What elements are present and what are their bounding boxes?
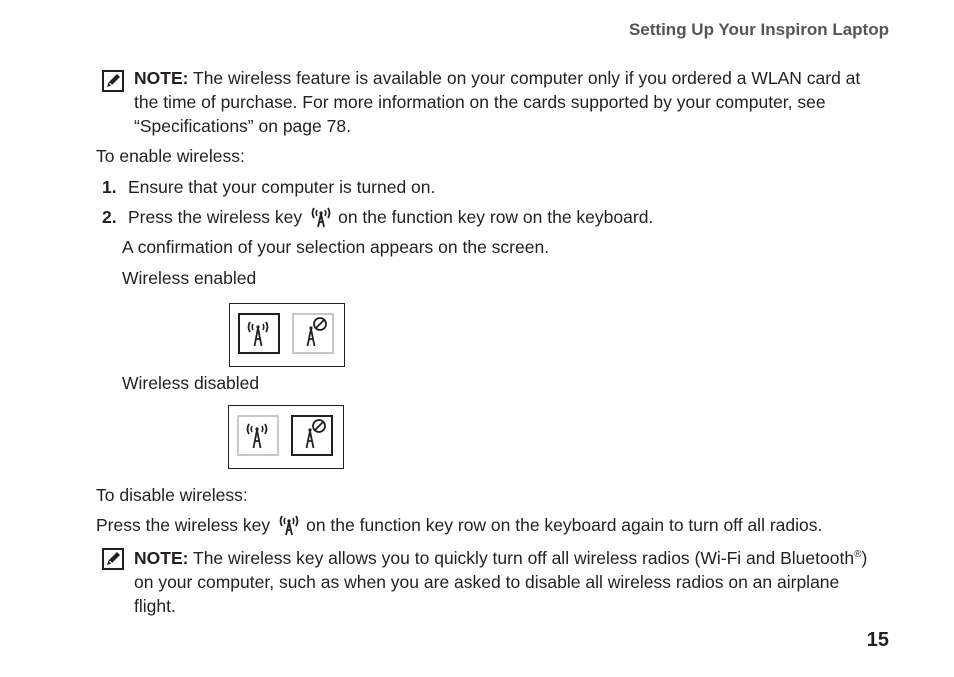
step-text-after: on the function key row on the keyboard. [338, 207, 654, 227]
note-body-before: The wireless key allows you to quickly turn off all wireless radios (Wi-Fi and Bluetooth [188, 547, 855, 568]
step-2 [102, 205, 653, 229]
wireless-enabled-panel [229, 303, 345, 367]
wireless-disabled-icon [293, 417, 330, 453]
note-label: NOTE: [134, 68, 189, 88]
disable-text-after: on the function key row on the keyboard again to turn off all radios. [306, 515, 823, 535]
note-body: The wireless feature is available on your computer only if you ordered a WLAN card at the time of purchase. For more information on the cards supported by your computer, see “Specifications” on page 78. [134, 68, 861, 136]
pencil-note-icon [102, 70, 124, 92]
wireless-off-tile [291, 415, 333, 456]
wireless-antenna-icon [278, 513, 300, 537]
disable-intro: To disable wireless: [96, 485, 248, 505]
pencil-note-icon [102, 548, 124, 570]
registered-mark: ® [854, 549, 862, 560]
running-header: Setting Up Your Inspiron Laptop [628, 20, 889, 39]
step-text-before: Press the wireless key [128, 207, 303, 227]
enable-intro: To enable wireless: [96, 146, 245, 166]
wireless-disabled-icon [294, 315, 332, 352]
note-body-after: ) on your computer, such as when you are asked to disable all wireless radios on an airplane flight. [134, 547, 868, 616]
step-number: 2. [102, 207, 117, 227]
enabled-label: Wireless enabled [122, 268, 257, 288]
wireless-off-tile [292, 313, 334, 354]
wireless-disabled-panel [228, 405, 344, 469]
wireless-antenna-icon [240, 315, 277, 351]
confirmation-text: A confirmation of your selection appears on the screen. [122, 237, 550, 257]
note-label: NOTE: [134, 547, 189, 568]
step-text: Ensure that your computer is turned on. [128, 177, 436, 197]
step-1 [102, 175, 435, 199]
wireless-antenna-icon [310, 205, 332, 229]
disabled-label: Wireless disabled [122, 373, 260, 393]
wireless-antenna-icon [239, 417, 277, 454]
wireless-on-tile [237, 415, 279, 456]
disable-text-before: Press the wireless key [96, 515, 271, 535]
wireless-on-tile [238, 313, 280, 354]
page-number: 15 [866, 629, 889, 651]
disable-instruction [96, 513, 822, 537]
note-wireless-key [134, 543, 874, 618]
note-wlan [134, 66, 874, 138]
step-number: 1. [102, 177, 117, 197]
